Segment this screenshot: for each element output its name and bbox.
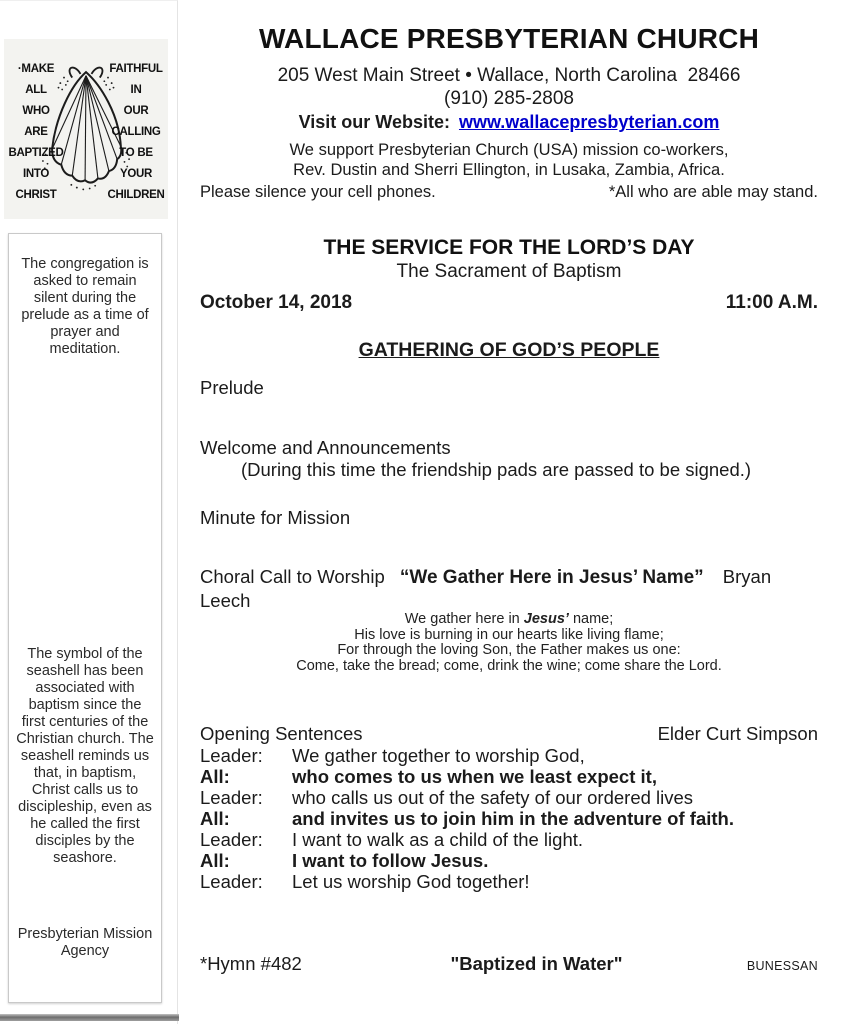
logo-word: WHO — [22, 105, 50, 117]
dialog-text: who comes to us when we least expect it, — [292, 766, 657, 787]
opening-label: Opening Sentences — [200, 723, 363, 744]
sidebar-note-box — [8, 233, 162, 1003]
dialog-text: Let us worship God together! — [292, 871, 530, 892]
dialog-speaker: Leader: — [200, 871, 263, 892]
dialog-text: I want to walk as a child of the light. — [292, 829, 584, 850]
dialog-row — [200, 766, 818, 787]
mission-line-2: Rev. Dustin and Sherri Ellington, in Lusaka, Zambia, Africa. — [293, 161, 725, 179]
mission-line-1: We support Presbyterian Church (USA) mission co-workers, — [289, 141, 729, 159]
section-heading-gathering: GATHERING OF GOD’S PEOPLE — [358, 339, 660, 361]
website-label: Visit our Website: — [298, 112, 450, 132]
choral-verse — [200, 612, 818, 674]
logo-word: ARE — [24, 126, 48, 138]
etiquette-row — [200, 182, 818, 202]
hymn-number: *Hymn #482 — [200, 953, 302, 974]
opening-sentences-row — [200, 723, 818, 745]
service-time: 11:00 A.M. — [725, 292, 818, 313]
logo-word: BAPTIZED — [8, 147, 64, 159]
item-minute-for-mission: Minute for Mission — [200, 507, 351, 528]
item-prelude: Prelude — [200, 377, 264, 398]
logo-word: CALLING — [111, 126, 161, 138]
dialog-row — [200, 871, 818, 892]
logo-word: TO BE — [119, 147, 153, 159]
silence-note: Please silence your cell phones. — [200, 183, 436, 201]
dialog-row — [200, 808, 818, 829]
service-title: THE SERVICE FOR THE LORD’S DAY — [323, 236, 695, 259]
choral-label: Choral Call to Worship — [200, 566, 385, 587]
verse-line: His love is burning in our hearts like living flame; — [354, 626, 664, 643]
responsive-reading — [200, 745, 818, 892]
choral-call-row — [200, 565, 818, 612]
verse-line — [200, 612, 818, 628]
dialog-speaker: Leader: — [200, 829, 263, 850]
mission-agency-credit: Presbyterian Mission Agency — [17, 926, 153, 959]
logo-word: ·MAKE — [17, 63, 55, 75]
logo-word: CHRIST — [15, 189, 57, 201]
dialog-text: who calls us out of the safety of our ordered lives — [292, 787, 694, 808]
item-welcome-note: (During this time the friendship pads are passed to be signed.) — [241, 459, 752, 480]
dialog-speaker: All: — [200, 850, 230, 871]
logo-word: CHILDREN — [107, 189, 165, 201]
logo-word: IN — [130, 84, 142, 96]
baptism-seashell-logo — [4, 39, 168, 219]
dialog-row — [200, 745, 818, 766]
prelude-silence-note: The congregation is asked to remain silent during the prelude as a time of prayer and meditation. — [21, 256, 149, 357]
verse-line: For through the loving Son, the Father makes us one: — [337, 642, 681, 658]
item-welcome: Welcome and Announcements — [200, 437, 451, 458]
bulletin-body — [200, 0, 818, 977]
verse-text: We gather here in — [404, 611, 524, 627]
dialog-row — [200, 829, 818, 850]
hymn-title: "Baptized in Water" — [450, 953, 623, 974]
hymn-row — [200, 953, 818, 977]
dialog-text: I want to follow Jesus. — [292, 850, 489, 871]
service-date: October 14, 2018 — [200, 292, 353, 313]
dialog-speaker: Leader: — [200, 787, 263, 808]
hymn-tune-name: BUNESSAN — [746, 959, 818, 973]
website-line — [200, 111, 818, 134]
logo-words-right — [105, 59, 167, 206]
logo-word: ALL — [25, 84, 47, 96]
sidebar — [0, 0, 178, 1024]
date-time-row — [200, 292, 818, 314]
dialog-row — [200, 787, 818, 808]
logo-word: OUR — [123, 105, 149, 117]
dialog-speaker: All: — [200, 808, 230, 829]
logo-word: INTO — [22, 168, 50, 180]
choral-author: Bryan Leech — [200, 566, 772, 611]
dialog-text: We gather together to worship God, — [292, 745, 585, 766]
opening-leader-name: Elder Curt Simpson — [657, 723, 818, 744]
seashell-symbol-note: The symbol of the seashell has been associated with baptism since the first centuries of the Christian church. The seashell reminds us that, in baptism, Christ calls us to discipleship, even as he called the first disciples by the seashore. — [16, 646, 154, 866]
logo-word: FAITHFUL — [109, 63, 163, 75]
church-address: 205 West Main Street • Wallace, North Carolina 28466 — [277, 65, 741, 86]
dialog-speaker: Leader: — [200, 745, 263, 766]
website-link[interactable]: www.wallacepresbyterian.com — [458, 112, 720, 132]
dialog-speaker: All: — [200, 766, 230, 787]
dialog-text: and invites us to join him in the adventure of faith. — [292, 808, 734, 829]
service-subtitle: The Sacrament of Baptism — [396, 261, 622, 282]
church-phone: (910) 285-2808 — [444, 88, 574, 109]
verse-emphasis: Jesus’ — [523, 611, 569, 627]
choral-title: “We Gather Here in Jesus’ Name” — [399, 567, 704, 588]
church-name: WALLACE PRESBYTERIAN CHURCH — [258, 23, 760, 54]
scan-shadow-bar — [0, 1014, 179, 1021]
logo-word: YOUR — [119, 168, 153, 180]
dialog-row — [200, 850, 818, 871]
logo-words-left — [5, 59, 67, 206]
verse-line: Come, take the bread; come, drink the wine; come share the Lord. — [296, 657, 722, 674]
stand-note: *All who are able may stand. — [608, 183, 818, 201]
verse-text: name; — [568, 611, 614, 627]
